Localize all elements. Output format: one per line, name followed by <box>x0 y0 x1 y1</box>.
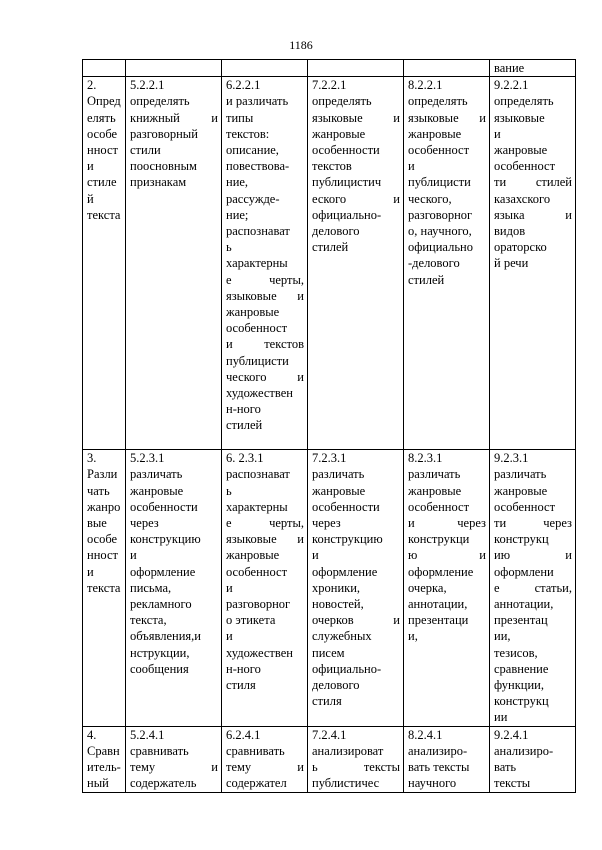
table-cell <box>83 77 126 450</box>
cell-line: писем <box>312 645 345 660</box>
cell-line: особенност <box>408 499 470 514</box>
cell-line: особенност <box>226 321 288 336</box>
cell-line: распознават <box>226 467 290 482</box>
cell-line: тему и <box>130 760 218 775</box>
cell-line: оформление <box>312 564 378 579</box>
cell-line: -делового <box>408 256 460 271</box>
cell-line: анализироват <box>312 743 384 758</box>
cell-line: жанровые <box>130 483 184 498</box>
cell-line: различать <box>312 467 365 482</box>
cell-line: анализиро- <box>494 743 554 758</box>
cell-line: жанро <box>87 499 121 514</box>
cell-line: 9.2.3.1 <box>494 451 529 466</box>
cell-line: языковые и <box>226 532 304 547</box>
cell-line: очерков и <box>312 613 400 628</box>
table-cell <box>222 450 308 726</box>
table-cell <box>222 726 308 792</box>
cell-line: стиле <box>87 175 117 190</box>
cell-line: нност <box>87 143 118 158</box>
table-cell <box>404 726 490 792</box>
cell-line: научного <box>408 776 457 791</box>
cell-line: еского и <box>312 191 400 206</box>
cell-line: оформление <box>130 564 196 579</box>
table-cell <box>404 60 490 77</box>
curriculum-table <box>82 59 576 793</box>
cell-line: 9.2.4.1 <box>494 727 529 742</box>
cell-line: повествова- <box>226 159 290 174</box>
cell-line: определять <box>312 94 372 109</box>
table-cell <box>126 726 222 792</box>
cell-line: характерны <box>226 256 288 271</box>
cell-line: е черты, <box>226 272 304 287</box>
cell-line: содержател <box>226 776 287 791</box>
cell-line: языковые и <box>312 110 400 125</box>
cell-line: ние; <box>226 207 249 222</box>
cell-line: Разли <box>87 467 118 482</box>
cell-line: и, <box>408 629 418 644</box>
cell-line: характерны <box>226 499 288 514</box>
cell-line: и текстов <box>226 337 304 352</box>
cell-line: ь <box>226 483 232 498</box>
cell-line: н-ного <box>226 402 261 417</box>
cell-line: стили <box>130 143 161 158</box>
cell-line: ь тексты <box>312 760 400 775</box>
cell-line: нност <box>87 548 118 563</box>
table-cell <box>490 726 576 792</box>
cell-line: сравнивать <box>130 743 189 758</box>
cell-line: стилей <box>226 418 263 433</box>
cell-line: оформление <box>408 564 474 579</box>
cell-line: текстов <box>312 159 352 174</box>
cell-line: официально- <box>312 661 382 676</box>
cell-line: сравнение <box>494 661 549 676</box>
cell-line: делового <box>312 678 360 693</box>
cell-line: через <box>312 516 341 531</box>
cell-line: ию и <box>494 548 572 563</box>
cell-line: конструкц <box>494 532 549 547</box>
cell-line: жанровые <box>312 483 366 498</box>
table-cell <box>308 726 404 792</box>
cell-line: стиля <box>226 678 256 693</box>
cell-line: ь <box>226 240 232 255</box>
cell-line: особенност <box>226 564 288 579</box>
cell-line: елять <box>87 110 116 125</box>
cell-line: официально- <box>312 207 382 222</box>
cell-line: и <box>226 629 233 644</box>
cell-line: жанровые <box>226 548 280 563</box>
cell-line: ти стилей <box>494 175 572 190</box>
cell-line: публицистич <box>312 175 382 190</box>
cell-line: вание <box>494 61 525 75</box>
cell-line: книжный и <box>130 110 218 125</box>
cell-line: вать тексты <box>408 760 470 775</box>
cell-line: 7.2.3.1 <box>312 451 347 466</box>
cell-line: казахского <box>494 191 551 206</box>
cell-line: вые <box>87 516 107 531</box>
cell-line: ораторско <box>494 240 547 255</box>
cell-line: ти через <box>494 516 572 531</box>
cell-line: и <box>408 159 415 174</box>
cell-line: ческого, <box>408 191 452 206</box>
cell-line: через <box>130 516 159 531</box>
cell-line: особе <box>87 532 118 547</box>
table-cell <box>404 77 490 450</box>
cell-line: 3. <box>87 451 97 466</box>
cell-line: конструкци <box>408 532 470 547</box>
cell-line: 6.2.2.1 <box>226 78 261 93</box>
cell-line: е черты, <box>226 516 304 531</box>
cell-line: тему и <box>226 760 304 775</box>
cell-line: оформлени <box>494 564 554 579</box>
cell-line: и различать <box>226 94 289 109</box>
cell-line: 8.2.2.1 <box>408 78 443 93</box>
cell-line: презентац <box>494 613 548 628</box>
cell-line: ние, <box>226 175 249 190</box>
cell-line: и <box>87 159 94 174</box>
cell-line: анализиро- <box>408 743 468 758</box>
table-cell <box>308 77 404 450</box>
cell-line: и <box>312 548 319 563</box>
cell-line: очерка, <box>408 580 447 595</box>
cell-line: определять <box>494 94 554 109</box>
cell-line: стилей <box>408 272 445 287</box>
cell-line: рекламного <box>130 597 192 612</box>
table-cell <box>490 77 576 450</box>
table-cell <box>308 450 404 726</box>
table-row <box>83 726 576 792</box>
cell-line: публицисти <box>408 175 471 190</box>
table-body <box>83 60 576 793</box>
cell-line: жанровые <box>408 483 462 498</box>
cell-line: н-ного <box>226 661 261 676</box>
cell-line: сравнивать <box>226 743 285 758</box>
cell-line: е статьи, <box>494 580 572 595</box>
table-cell <box>222 60 308 77</box>
cell-line: нструкции, <box>130 645 190 660</box>
cell-line: языковые <box>494 110 545 125</box>
cell-line: разговорног <box>408 207 473 222</box>
cell-line: жанровые <box>408 126 462 141</box>
table-cell <box>126 77 222 450</box>
cell-line: аннотации, <box>494 597 554 612</box>
cell-line: ии <box>494 710 508 725</box>
cell-line: о, научного, <box>408 224 472 239</box>
table-cell <box>490 60 576 77</box>
cell-line: особенност <box>408 143 470 158</box>
cell-line: особенност <box>494 499 556 514</box>
table-cell <box>490 450 576 726</box>
cell-line: ю и <box>408 548 486 563</box>
table-cell <box>308 60 404 77</box>
cell-line: чать <box>87 483 110 498</box>
cell-line: делового <box>312 224 360 239</box>
cell-line: письма, <box>130 580 172 595</box>
cell-line: художествен <box>226 386 293 401</box>
cell-line: особенности <box>312 499 380 514</box>
cell-line: сообщения <box>130 661 189 676</box>
cell-line: поосновным <box>130 159 197 174</box>
cell-line: конструкцию <box>130 532 201 547</box>
cell-line: содержатель <box>130 776 197 791</box>
cell-line: видов <box>494 224 526 239</box>
cell-line: публицисти <box>226 353 289 368</box>
cell-line: 5.2.3.1 <box>130 451 165 466</box>
cell-line: описание, <box>226 143 279 158</box>
cell-line: и <box>87 564 94 579</box>
table-row <box>83 450 576 726</box>
table-cell <box>83 60 126 77</box>
cell-line: ный <box>87 776 109 791</box>
cell-line: стиля <box>312 694 342 709</box>
cell-line: 8.2.4.1 <box>408 727 443 742</box>
cell-line: 5.2.2.1 <box>130 78 165 93</box>
cell-line: новостей, <box>312 597 364 612</box>
cell-line: ческого и <box>226 369 304 384</box>
cell-line: й речи <box>494 256 529 271</box>
table-cell <box>404 450 490 726</box>
cell-line: 5.2.4.1 <box>130 727 165 742</box>
cell-line: вать <box>494 760 517 775</box>
cell-line: итель- <box>87 760 121 775</box>
cell-line: й <box>87 191 94 206</box>
cell-line: и <box>130 548 137 563</box>
cell-line: и <box>226 580 233 595</box>
cell-line: распознават <box>226 224 290 239</box>
cell-line: 6.2.4.1 <box>226 727 261 742</box>
cell-line: 2. <box>87 78 97 93</box>
cell-line: 8.2.3.1 <box>408 451 443 466</box>
cell-line: хроники, <box>312 580 361 595</box>
cell-line: жанровые <box>226 305 280 320</box>
cell-line: языка и <box>494 207 572 222</box>
cell-line: типы <box>226 110 254 125</box>
cell-line: различать <box>130 467 183 482</box>
cell-line: 4. <box>87 727 97 742</box>
cell-line: аннотации, <box>408 597 468 612</box>
cell-line: текстов: <box>226 126 270 141</box>
cell-line: конструкцию <box>312 532 383 547</box>
cell-line: текста <box>87 580 121 595</box>
cell-line: языковые и <box>408 110 486 125</box>
cell-line: тексты <box>494 776 531 791</box>
cell-line: жанровые <box>312 126 366 141</box>
cell-line: объявления,и <box>130 629 201 644</box>
cell-line: презентаци <box>408 613 469 628</box>
table-cell <box>126 450 222 726</box>
cell-line: особе <box>87 126 118 141</box>
cell-line: различать <box>408 467 461 482</box>
cell-line: служебных <box>312 629 372 644</box>
cell-line: определять <box>130 94 190 109</box>
cell-line: признакам <box>130 175 187 190</box>
cell-line: языковые и <box>226 288 304 303</box>
cell-line: тезисов, <box>494 645 538 660</box>
cell-line: жанровые <box>494 143 548 158</box>
cell-line: разговорног <box>226 597 291 612</box>
cell-line: особенност <box>494 159 556 174</box>
cell-line: жанровые <box>494 483 548 498</box>
cell-line: рассужде- <box>226 191 280 206</box>
cell-line: Опред <box>87 94 121 109</box>
cell-line: разговорный <box>130 126 198 141</box>
cell-line: стилей <box>312 240 349 255</box>
cell-line: и <box>494 126 501 141</box>
cell-line: текста, <box>130 613 167 628</box>
cell-line: текста <box>87 207 121 222</box>
table-cell <box>126 60 222 77</box>
table-cell <box>222 77 308 450</box>
cell-line: 7.2.4.1 <box>312 727 347 742</box>
cell-line: Сравн <box>87 743 120 758</box>
cell-line: публистичес <box>312 776 380 791</box>
page-number: 1186 <box>289 38 313 52</box>
cell-line: 6. 2.3.1 <box>226 451 264 466</box>
cell-line: 9.2.2.1 <box>494 78 529 93</box>
cell-line: художествен <box>226 645 293 660</box>
cell-line: конструкц <box>494 694 549 709</box>
table-cell <box>83 450 126 726</box>
cell-line: функции, <box>494 678 544 693</box>
cell-line: официально <box>408 240 473 255</box>
cell-line: и через <box>408 516 486 531</box>
cell-line: ии, <box>494 629 511 644</box>
table-row <box>83 60 576 77</box>
table-row <box>83 77 576 450</box>
cell-line: 7.2.2.1 <box>312 78 347 93</box>
cell-line: различать <box>494 467 547 482</box>
cell-line: определять <box>408 94 468 109</box>
cell-line: о этикета <box>226 613 276 628</box>
cell-line: особенности <box>312 143 380 158</box>
table-cell <box>83 726 126 792</box>
cell-line: особенности <box>130 499 198 514</box>
